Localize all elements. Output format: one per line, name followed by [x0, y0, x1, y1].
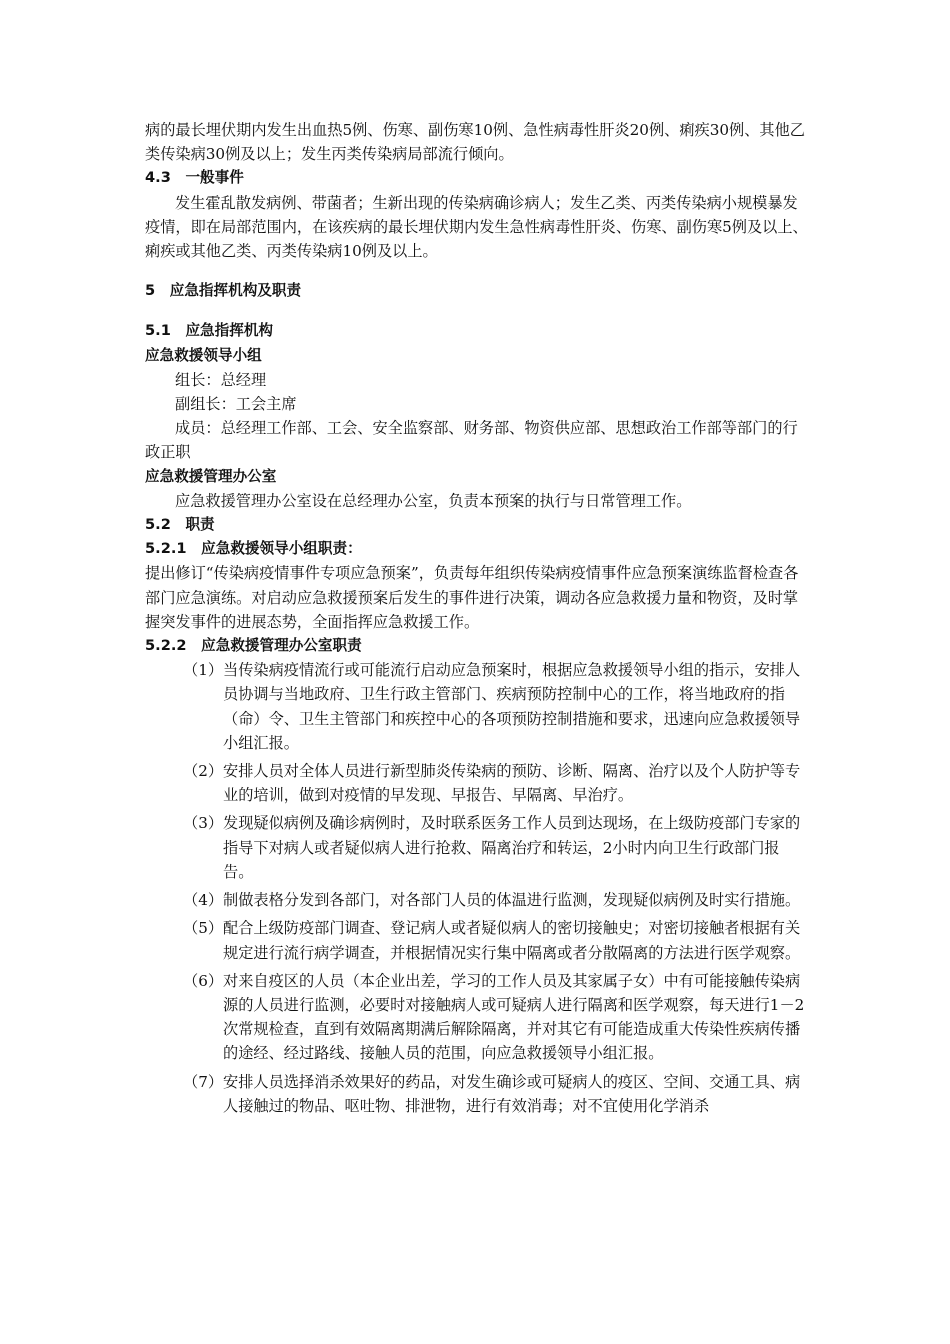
list-item [183, 1070, 809, 1118]
heading-5: 5 应急指挥机构及职责 [145, 282, 302, 300]
list-item [183, 811, 809, 884]
list-item-text: 发现疑似病例及确诊病例时，及时联系医务工作人员到达现场，在上级防疫部门专家的指导下对病人或者疑似病人进行抢救、隔离治疗和转运，2小时内向卫生行政部门报告。 [223, 814, 801, 881]
paragraph-general-events: 发生霍乱散发病例、带菌者；生新出现的传染病确诊病人；发生乙类、丙类传染病小规模暴发疫情，即在局部范围内，在该疾病的最长埋伏期内发生急性病毒性肝炎、伤寒、副伤寒5例及以上、痢疾或其他乙类、丙类传染病10例及以上。 [145, 193, 808, 261]
leader-line: 组长：总经理 [175, 370, 267, 389]
list-item-text: 当传染病疫情流行或可能流行启动应急预案时，根据应急救援领导小组的指示，安排人员协调与当地政府、卫生行政主管部门、疾病预防控制中心的工作，将当地政府的指（命）令、卫生主管部门和疾控中心的各项预防控制措施和要求，迅速向应急救援领导小组汇报。 [223, 661, 801, 752]
list-item [183, 916, 809, 964]
list-item-number: （3） [183, 814, 224, 833]
list-item-number: （7） [183, 1072, 224, 1091]
members-line: 成员：总经理工作部、工会、安全监察部、财务部、物资供应部、思想政治工作部等部门的行政正职 [145, 419, 798, 462]
list-item-number: （6） [183, 971, 224, 990]
list-item-text: 对来自疫区的人员（本企业出差，学习的工作人员及其家属子女）中有可能接触传染病源的人员进行监测，必要时对接触病人或可疑病人进行隔离和医学观察，每天进行1－2次常规检查，直到有效隔离期满后解除隔离，并对其它有可能造成重大传染性疾病传播的途经、经过路线、接触人员的范围，向应急救援领导小组汇报。 [223, 971, 805, 1063]
list-item-number: （5） [183, 919, 224, 938]
paragraph-continuation: 病的最长埋伏期内发生出血热5例、伤寒、副伤寒10例、急性病毒性肝炎20例、痢疾30例、其他乙类传染病30例及以上；发生丙类传染病局部流行倾向。 [145, 121, 805, 164]
heading-5-2-2: 5.2.2 应急救援管理办公室职责 [145, 637, 362, 655]
list-item [183, 658, 809, 755]
heading-4-3: 4.3 一般事件 [145, 169, 244, 187]
list-item [183, 969, 809, 1066]
list-item-number: （2） [183, 762, 224, 781]
list-item [183, 759, 809, 807]
list-item-text: 安排人员选择消杀效果好的药品，对发生确诊或可疑病人的疫区、空间、交通工具、病人接触过的物品、呕吐物、排泄物，进行有效消毒；对不宜使用化学消杀 [223, 1072, 801, 1115]
office-description: 应急救援管理办公室设在总经理办公室，负责本预案的执行与日常管理工作。 [175, 491, 692, 510]
list-item-number: （1） [183, 661, 224, 680]
list-item-text: 制做表格分发到各部门，对各部门人员的体温进行监测，发现疑似病例及时实行措施。 [223, 891, 801, 910]
heading-5-1: 5.1 应急指挥机构 [145, 322, 274, 340]
document-body [145, 118, 809, 1118]
paragraph-leadership-duties: 提出修订“传染病疫情事件专项应急预案”，负责每年组织传染病疫情事件应急预案演练监督检查各部门应急演练。对启动应急救援预案后发生的事件进行决策，调动各应急救援力量和物资，及时掌握突发事件的进展态势，全面指挥应急救援工作。 [145, 564, 799, 631]
heading-5-2: 5.2 职责 [145, 516, 215, 534]
list-item [183, 888, 809, 912]
subheading-leadership-group: 应急救援领导小组 [145, 346, 262, 364]
list-item-text: 配合上级防疫部门调查、登记病人或者疑似病人的密切接触史；对密切接触者根据有关规定进行流行病学调查，并根据情况实行集中隔离或者分散隔离的方法进行医学观察。 [223, 919, 801, 962]
deputy-line: 副组长：工会主席 [175, 395, 297, 414]
heading-5-2-1: 5.2.1 应急救援领导小组职责： [145, 540, 362, 558]
subheading-management-office: 应急救援管理办公室 [145, 467, 277, 485]
list-item-text: 安排人员对全体人员进行新型肺炎传染病的预防、诊断、隔离、治疗以及个人防护等专业的培训，做到对疫情的早发现、早报告、早隔离、早治疗。 [223, 762, 801, 805]
list-item-number: （4） [183, 891, 224, 910]
office-duties-list [183, 658, 809, 1118]
